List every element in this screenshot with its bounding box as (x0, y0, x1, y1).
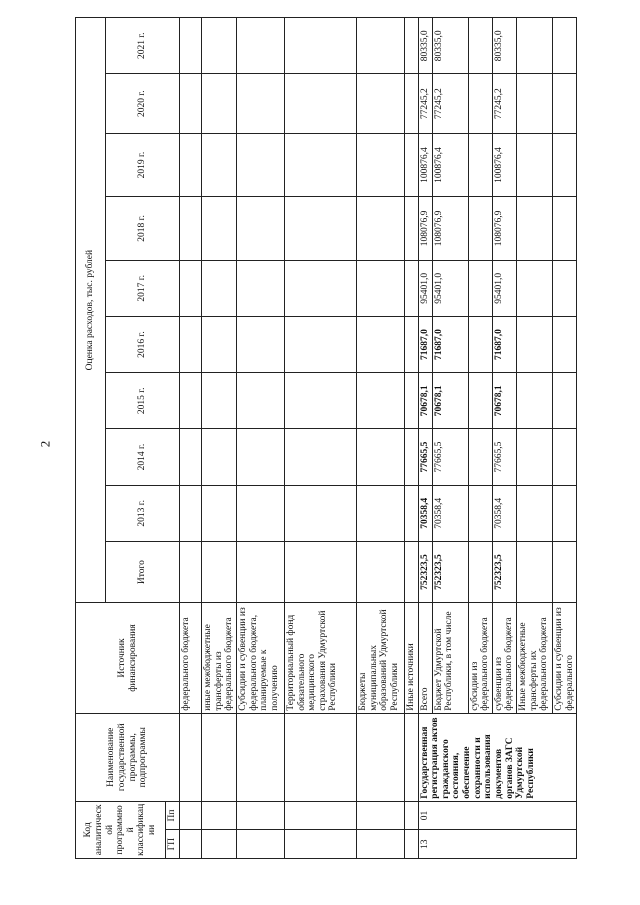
value-cell: 70358,4 (432, 485, 468, 541)
pp-code: 01 (418, 801, 577, 830)
value-cell: 80335,0 (432, 18, 468, 75)
value-cell: 77245,2 (418, 74, 432, 133)
value-cell: 100876,4 (418, 133, 432, 196)
value-cell: 80335,0 (418, 18, 432, 75)
source-cell: Иные межбюджетные трансферты их федерального бюджета (517, 603, 553, 713)
source-cell: Субсидии и субвенции из федерального (553, 603, 577, 713)
source-cell: Иные источники (404, 603, 418, 713)
value-cell: 70678,1 (418, 373, 432, 429)
source-cell: федерального бюджета (180, 603, 202, 713)
source-cell: Субсидии и субвенции из федерального бюджета, планируемые к получению (236, 603, 284, 713)
value-cell: 108076,9 (432, 197, 468, 260)
value-cell: 95401,0 (432, 260, 468, 316)
value-cell: 71687,0 (492, 316, 516, 372)
source-cell: Всего (418, 603, 432, 713)
header-code: Код аналитической программной классификации (76, 801, 166, 858)
value-cell: 752323,5 (492, 541, 516, 602)
value-cell: 752323,5 (432, 541, 468, 602)
value-cell: 95401,0 (492, 260, 516, 316)
value-cell: 80335,0 (492, 18, 516, 75)
value-cell: 70678,1 (492, 373, 516, 429)
header-year: 2019 г. (106, 133, 180, 196)
gp-code: 13 (418, 830, 577, 859)
value-cell: 70678,1 (432, 373, 468, 429)
value-cell: 77245,2 (432, 74, 468, 133)
value-cell: 100876,4 (432, 133, 468, 196)
source-cell: иные межбюджетные трансферты из федерального бюджета (202, 603, 237, 713)
value-cell: 70358,4 (492, 485, 516, 541)
header-gp: ГП (166, 830, 180, 859)
source-cell: Бюджет Удмуртской Республики, в том числе (432, 603, 468, 713)
header-year: 2018 г. (106, 197, 180, 260)
header-year: 2014 г. (106, 429, 180, 485)
value-cell: 77245,2 (492, 74, 516, 133)
value-cell: 71687,0 (418, 316, 432, 372)
value-cell: 77665,5 (418, 429, 432, 485)
value-cell: 71687,0 (432, 316, 468, 372)
header-year: 2021 г. (106, 18, 180, 75)
value-cell: 752323,5 (418, 541, 432, 602)
header-year: 2017 г. (106, 260, 180, 316)
program-name: Государственная регистрация актов гражданского состояния, обеспечение сохранности и использования документов органов ЗАГС Удмуртской Республики (418, 713, 577, 801)
value-cell: 100876,4 (492, 133, 516, 196)
header-year: 2015 г. (106, 373, 180, 429)
page-number: 2 (37, 440, 53, 448)
header-year: 2016 г. (106, 316, 180, 372)
budget-table (75, 17, 577, 859)
value-cell: 77665,5 (432, 429, 468, 485)
header-year: 2013 г. (106, 485, 180, 541)
header-name: Наименование государственной программы, подпрограммы (76, 713, 180, 801)
source-cell: субвенции из федерального бюджета (492, 603, 516, 713)
header-pp: Пп (166, 801, 180, 830)
header-estimate: Оценка расходов, тыс. рублей (76, 18, 106, 603)
rotated-page (75, 17, 575, 859)
source-cell: Бюджеты муниципальных образований Удмуртской Республики (356, 603, 404, 713)
value-cell: 95401,0 (418, 260, 432, 316)
value-cell: 77665,5 (492, 429, 516, 485)
source-cell: субсидии из федерального бюджета (468, 603, 492, 713)
value-cell: 108076,9 (418, 197, 432, 260)
source-cell: Территориальный фонд обязательного медицинского страхования Удмуртской Республики (284, 603, 356, 713)
value-cell: 108076,9 (492, 197, 516, 260)
value-cell: 70358,4 (418, 485, 432, 541)
header-year: Итого (106, 541, 180, 602)
header-source: Источник финансирования (76, 603, 180, 713)
header-year: 2020 г. (106, 74, 180, 133)
